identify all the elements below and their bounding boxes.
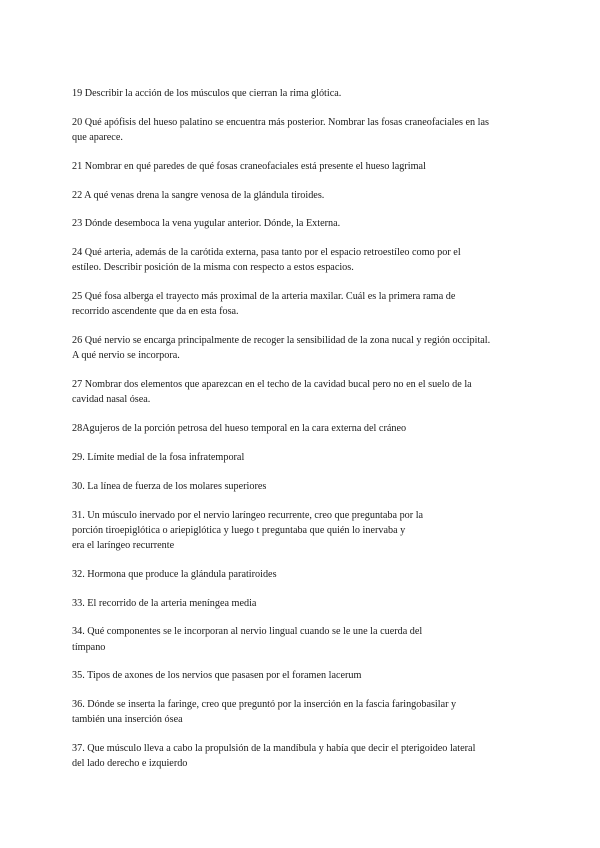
question-item: [72, 86, 537, 101]
question-item: [72, 245, 537, 275]
question-item: [72, 567, 537, 582]
question-item: [72, 377, 537, 407]
question-item: [72, 668, 537, 683]
question-text-line: 35. Tipos de axones de los nervios que pasasen por el foramen lacerum: [72, 670, 362, 682]
question-item: [72, 697, 537, 727]
question-text-line: 31. Un músculo inervado por el nervio laríngeo recurrente, creo que preguntaba por la: [72, 509, 424, 521]
question-list: [72, 86, 537, 785]
question-text-line: también una inserción ósea: [72, 714, 183, 726]
question-item: [72, 450, 537, 465]
question-text-line: recorrido ascendente que da en esta fosa.: [72, 306, 239, 318]
question-text-line: 21 Nombrar en qué paredes de qué fosas craneofaciales está presente el hueso lagrimal: [72, 160, 426, 172]
question-text-line: A qué nervio se incorpora.: [72, 350, 180, 362]
question-item: [72, 216, 537, 231]
question-text-line: 29. Límite medial de la fosa infratemporal: [72, 451, 245, 463]
question-item: [72, 624, 537, 654]
question-text-line: 19 Describir la acción de los músculos que cierran la rima glótica.: [72, 88, 342, 99]
question-item: [72, 596, 537, 611]
question-text-line: estíleo. Describir posición de la misma con respecto a estos espacios.: [72, 262, 354, 274]
question-text-line: 33. El recorrido de la arteria meníngea media: [72, 597, 257, 609]
question-text-line: era el laríngeo recurrente: [72, 539, 175, 551]
question-item: [72, 289, 537, 319]
question-item: [72, 333, 537, 363]
question-text-line: 30. La línea de fuerza de los molares superiores: [72, 480, 267, 492]
question-text-line: 27 Nombrar dos elementos que aparezcan en el techo de la cavidad bucal pero no en el suelo de la: [72, 379, 472, 391]
question-item: [72, 741, 537, 771]
question-text-line: 24 Qué arteria, además de la carótida externa, pasa tanto por el espacio retroestíleo como por el: [72, 247, 461, 259]
question-item: [72, 479, 537, 494]
question-text-line: 23 Dónde desemboca la vena yugular anterior. Dónde, la Externa.: [72, 218, 341, 230]
question-text-line: porción tiroepiglótica o ariepiglótica y luego t preguntaba que quién lo inervaba y: [72, 524, 406, 536]
question-text-line: 32. Hormona que produce la glándula paratiroides: [72, 568, 277, 580]
question-item: [72, 159, 537, 174]
question-text-line: cavidad nasal ósea.: [72, 394, 151, 406]
question-text-line: 22 A qué venas drena la sangre venosa de la glándula tiroides.: [72, 189, 325, 201]
question-text-line: tímpano: [72, 641, 106, 653]
question-text-line: 36. Dónde se inserta la faringe, creo que preguntó por la inserción en la fascia faringobasilar y: [72, 699, 457, 711]
question-text-line: 20 Qué apófisis del hueso palatino se encuentra más posterior. Nombrar las fosas craneofaciales en las: [72, 116, 489, 128]
question-item: [72, 421, 537, 436]
question-text-line: 28Agujeros de la porción petrosa del hueso temporal en la cara externa del cráneo: [72, 423, 407, 435]
question-text-line: 26 Qué nervio se encarga principalmente de recoger la sensibilidad de la zona nucal y región occipital.: [72, 335, 491, 347]
question-item: [72, 508, 537, 554]
question-text-line: 34. Qué componentes se le incorporan al nervio lingual cuando se le une la cuerda del: [72, 626, 423, 638]
question-item: [72, 115, 537, 145]
question-text-line: que aparece.: [72, 132, 123, 143]
question-text-line: 25 Qué fosa alberga el trayecto más proximal de la arteria maxilar. Cuál es la primera rama de: [72, 291, 456, 303]
question-item: [72, 188, 537, 203]
question-text-line: del lado derecho e izquierdo: [72, 758, 188, 770]
question-text-line: 37. Que músculo lleva a cabo la propulsión de la mandíbula y había que decir el pterigoideo lateral: [72, 743, 476, 755]
